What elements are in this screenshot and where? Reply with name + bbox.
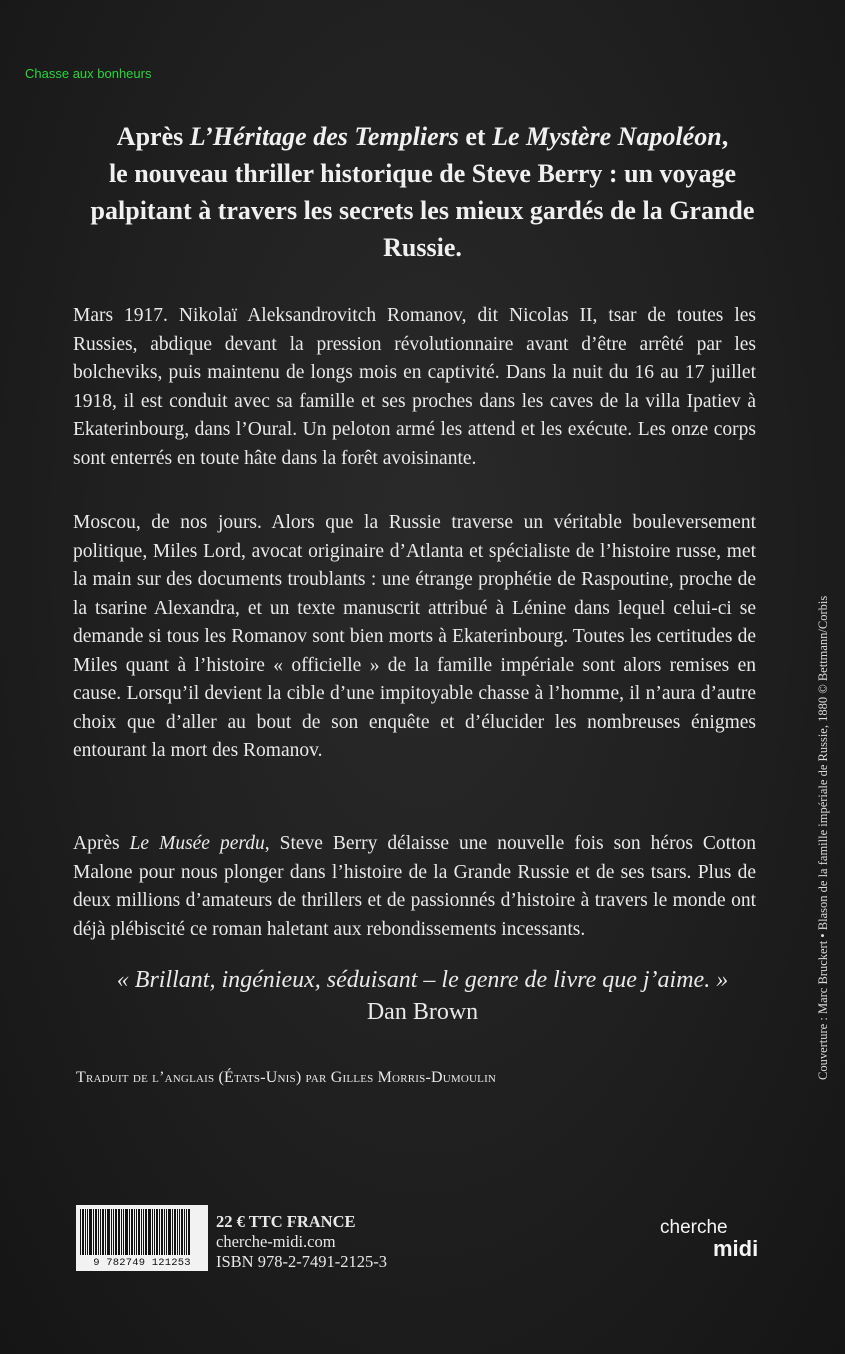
barcode-bar: [134, 1209, 135, 1255]
barcode-bar: [154, 1209, 155, 1255]
barcode-bar: [138, 1209, 140, 1255]
paragraph-2: [73, 509, 756, 766]
barcode-bar: [102, 1209, 104, 1255]
barcode-bar: [179, 1209, 180, 1255]
barcode-bar: [168, 1209, 171, 1255]
book-title: Le Musée perdu: [129, 833, 265, 854]
barcode-bar: [156, 1209, 158, 1255]
publisher-logo: [660, 1218, 758, 1260]
barcode-bar: [148, 1209, 151, 1255]
paragraph-part: Après: [73, 833, 130, 854]
barcode-bar: [82, 1209, 84, 1255]
quote-author: Dan Brown: [366, 999, 479, 1025]
barcode-bar: [152, 1209, 153, 1255]
barcode-bar: [184, 1209, 185, 1255]
barcode-bar: [89, 1209, 92, 1255]
paragraph-part: , Steve Berry délaisse une nouvelle fois son héros Cotton Malone pour nous plonger dans l’histoire de la Grande Russie et de ses tsars. Plus de deux millions d’amateurs de thrillers et de passionnés d’histoire à travers le monde ont déjà plébiscité ce roman haletant aux rebondissements incessants.: [73, 833, 756, 940]
headline-title-1: L’Héritage des Templiers: [189, 122, 459, 151]
headline-text: Après: [116, 122, 190, 151]
isbn: ISBN 978-2-7491-2125-3: [216, 1252, 387, 1271]
barcode-bar: [164, 1209, 165, 1255]
cover-credit: Couverture : Marc Bruckert • Blason de la famille impériale de Russie, 1880 © Bettmann/Corbis: [816, 595, 830, 1080]
price-block: [216, 1212, 387, 1272]
barcode-bar: [143, 1209, 144, 1255]
paragraph-text: Moscou, de nos jours. Alors que la Russie traverse un véritable bouleversement politique, Miles Lord, avocat originaire d’Atlanta et spécialiste de l’histoire russe, met la main sur des documents troublants : une étrange prophétie de Raspoutine, proche de la tsarine Alexandra, et un texte manuscrit attribué à Lénine dans lequel celui-ci se demande si tous les Romanov sont bien morts à Ekaterinbourg. Toutes les certitudes de Miles quant à l’histoire « officielle » de la famille impériale sont alors remises en cause. Lorsqu’il devient la cible d’une impitoyable chasse à l’homme, il n’aura d’autre choix que d’aller au bout de son enquête et d’élucider les nombreuses énigmes entourant la mort des Romanov.: [73, 512, 756, 761]
headline-text: et: [458, 122, 493, 151]
paragraph-3: [73, 830, 756, 944]
price: 22 € TTC FRANCE: [216, 1212, 356, 1231]
barcode-bar: [118, 1209, 120, 1255]
barcode-bar: [113, 1209, 114, 1255]
barcode-bar: [87, 1209, 88, 1255]
barcode-bar: [174, 1209, 176, 1255]
barcode-bar: [136, 1209, 137, 1255]
barcode-bar: [93, 1209, 94, 1255]
headline-rest: le nouveau thriller historique de Steve Berry : un voyage palpitant à travers les secrets les mieux gardés de la Grande Russie.: [90, 159, 755, 262]
paragraph-text: Mars 1917. Nikolaï Aleksandrovitch Romanov, dit Nicolas II, tsar de toutes les Russies, abdique devant la pression révolutionnaire avant d’être arrêté par les bolcheviks, puis maintenu de longs mois en captivité. Dans la nuit du 16 au 17 juillet 1918, il est conduit avec sa famille et ses proches dans les caves de la villa Ipatiev à Ekaterinbourg, dans l’Oural. Un peloton armé les attend et les exécute. Les onze corps sont enterrés en toute hâte dans la forêt avoisinante.: [73, 305, 756, 469]
quote-block: [60, 964, 785, 1028]
barcode-bar: [98, 1209, 99, 1255]
quote-text: « Brillant, ingénieux, séduisant – le genre de livre que j’aime. »: [116, 967, 729, 993]
watermark-label: Chasse aux bonheurs: [25, 66, 152, 81]
barcode-bar: [115, 1209, 117, 1255]
barcode-bar: [145, 1209, 147, 1255]
barcode-bar: [131, 1209, 133, 1255]
website: cherche-midi.com: [216, 1232, 336, 1251]
barcode-bar: [85, 1209, 86, 1255]
barcode-bar: [172, 1209, 173, 1255]
translator-credit: Traduit de l’anglais (États-Unis) par Gilles Morris-Dumoulin: [76, 1069, 497, 1086]
barcode-bar: [186, 1209, 187, 1255]
barcode-bar: [125, 1209, 128, 1255]
barcode-bar: [188, 1209, 190, 1255]
paragraph-1: [73, 302, 756, 473]
publisher-logo-line2: midi: [713, 1236, 759, 1261]
barcode-bar: [111, 1209, 112, 1255]
barcode-bar: [166, 1209, 167, 1255]
barcode-bar: [177, 1209, 178, 1255]
headline-text: ,: [721, 122, 729, 151]
barcode-bar: [141, 1209, 142, 1255]
barcode-bars: [80, 1209, 204, 1255]
barcode: [76, 1205, 208, 1271]
headline-title-2: Le Mystère Napoléon: [492, 122, 722, 151]
barcode-bar: [159, 1209, 160, 1255]
barcode-bar: [129, 1209, 130, 1255]
publisher-logo-line1: cherche: [660, 1217, 728, 1238]
barcode-bar: [105, 1209, 106, 1255]
paragraph-text: [73, 830, 756, 944]
barcode-bar: [107, 1209, 110, 1255]
barcode-bar: [95, 1209, 97, 1255]
barcode-bar: [80, 1209, 81, 1255]
barcode-bar: [181, 1209, 183, 1255]
headline: [60, 118, 785, 266]
barcode-bar: [100, 1209, 101, 1255]
barcode-bar: [121, 1209, 122, 1255]
barcode-bar: [161, 1209, 163, 1255]
barcode-digits: 9 782749 121253: [93, 1257, 191, 1269]
barcode-bar: [123, 1209, 124, 1255]
